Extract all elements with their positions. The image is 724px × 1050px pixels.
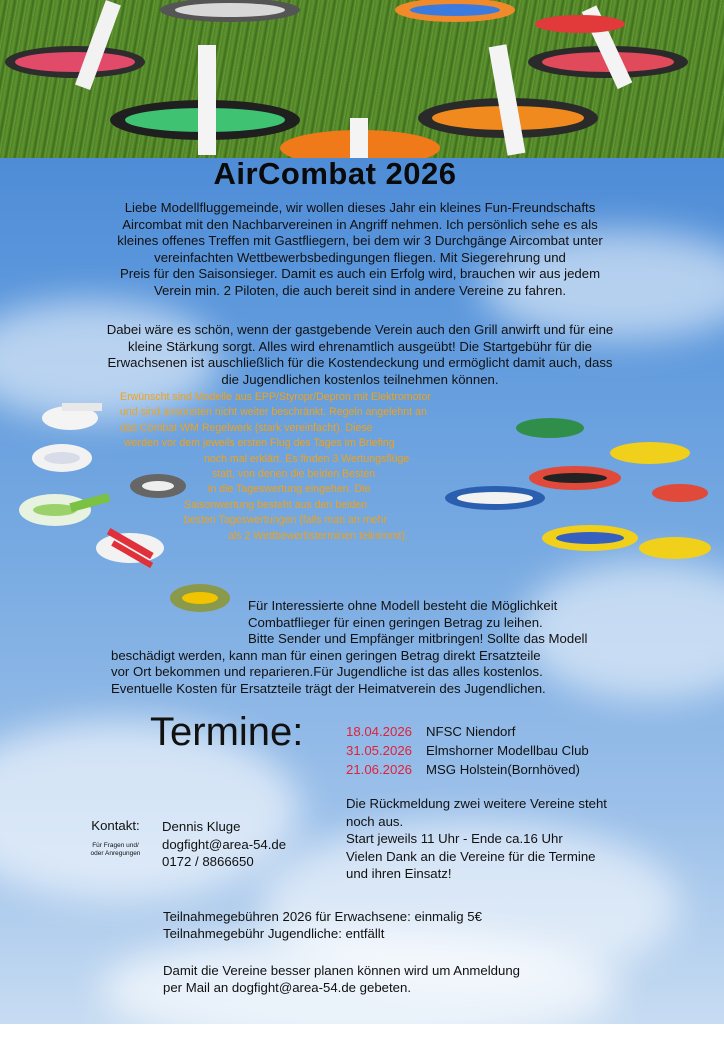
closing-line: Damit die Vereine besser planen können wird um Anmeldung (163, 963, 521, 978)
rules-line: statt, von denen die beiden Besten (212, 468, 376, 481)
rules-line: in die Tageswertung eingehen. Die (208, 483, 371, 496)
closing-block (163, 962, 520, 996)
notes-paragraph (346, 795, 676, 883)
loan-line: beschädigt werden, kann man für einen geringen Betrag direkt Ersatzteile (111, 647, 541, 663)
rules-line: Saisonwertung besteht aus den beiden (184, 498, 368, 511)
notes-line: und ihren Einsatz! (346, 866, 452, 881)
plane-icon (5, 0, 145, 90)
rules-line: und sind ansonsten nicht weiter beschränkt. Regeln angelehnt an (120, 406, 427, 419)
plane-icon (529, 466, 621, 490)
grill-line: Erwachsenen ist auschließlich für die Kostendeckung und ermöglicht damit auch, dass (107, 355, 613, 371)
plane-icon (280, 118, 440, 158)
plane-icon (535, 15, 625, 33)
plane-icon (639, 537, 711, 559)
rules-line: das Combat WM Regelwerk (stark vereinfacht). Diese (120, 421, 373, 434)
grill-line: Dabei wäre es schön, wenn der gastgebende Verein auch den Grill anwirft und für eine (106, 322, 614, 337)
rules-line: als 2 Wettbewerbsterminen teilnimmt). (228, 529, 408, 542)
grill-line: kleine Stärkung sorgt. Alles wird ehrenamtlich ausgeübt! Die Startgebühr für die (127, 338, 592, 354)
intro-line: vereinfachten Wettbewerbsbedingungen fliegen. Mit Siegerehrung und (154, 249, 566, 265)
termine-row (346, 741, 589, 760)
termine-date: 18.04.2026 (346, 724, 413, 739)
contact-sub-label: Für Fragen und/ (92, 841, 139, 849)
termine-list (346, 722, 589, 779)
plane-icon (395, 0, 515, 22)
plane-icon (19, 493, 110, 526)
loan-line: Combatflieger für einen geringen Betrag zu leihen. (248, 614, 543, 630)
plane-icon (610, 442, 690, 464)
intro-line: Verein min. 2 Piloten, die auch bereit sind in andere Vereine zu fahren. (153, 282, 566, 298)
fees-line: Teilnahmegebühren 2026 für Erwachsene: einmalig 5€ (163, 909, 482, 924)
termine-club: NFSC Niendorf (426, 724, 516, 739)
plane-icon (42, 403, 102, 430)
rules-line: besten Tageswertungen (falls man an mehr (184, 514, 387, 527)
loan-line: Bitte Sender und Empfänger mitbringen! Sollte das Modell (248, 631, 588, 647)
contact-details (162, 818, 286, 871)
termine-date: 21.06.2026 (346, 762, 413, 777)
contact-email: dogfight@area-54.de (162, 836, 287, 852)
grill-line: die Jugendlichen kostenlos teilnehmen können. (221, 371, 499, 387)
loan-line: vor Ort bekommen und reparieren.Für Jugendliche ist das alles kostenlos. (111, 664, 543, 680)
fees-line: Teilnahmegebühr Jugendliche: entfällt (163, 926, 385, 941)
termine-club: Elmshorner Modellbau Club (426, 743, 589, 758)
closing-line: per Mail an dogfight@area-54.de gebeten. (163, 980, 411, 995)
plane-icon (160, 0, 300, 22)
loan-line: Für Interessierte ohne Modell besteht die Möglichkeit (248, 598, 558, 613)
rules-line: noch mal erklärt. Es finden 3 Wertungsflüge (204, 452, 410, 465)
plane-icon (516, 418, 584, 438)
intro-line: Preis für den Saisonsieger. Damit es auch ein Erfolg wird, brauchen wir aus jedem (119, 266, 601, 282)
intro-line: kleines offenes Treffen mit Gastfliegern, bei dem wir 3 Durchgänge Aircombat unter (117, 233, 603, 249)
notes-line: Die Rückmeldung zwei weitere Vereine steht (346, 796, 607, 811)
notes-line: Vielen Dank an die Vereine für die Termine (346, 848, 596, 864)
notes-line: Start jeweils 11 Uhr - Ende ca.16 Uhr (346, 831, 563, 846)
rules-paragraph (108, 390, 508, 544)
contact-phone: 0172 / 8866650 (162, 854, 254, 869)
contact-label: Kontakt: (91, 818, 140, 833)
loan-line: Eventuelle Kosten für Ersatzteile trägt der Heimatverein des Jugendlichen. (111, 680, 546, 696)
intro-line: Aircombat mit den Nachbarvereinen in Angriff nehmen. Ich persönlich sehe es als (122, 216, 598, 232)
header-photo-planes-on-grass (0, 0, 724, 158)
rules-line: werden vor dem jeweils ersten Flug des Tages im Briefing (124, 437, 395, 450)
termine-club: MSG Holstein(Bornhöved) (426, 762, 580, 777)
contact-sub-label: oder Anregungen (90, 849, 141, 857)
notes-line: noch aus. (346, 813, 404, 829)
fees-block (163, 908, 482, 942)
termine-row (346, 722, 589, 741)
contact-name: Dennis Kluge (162, 819, 241, 834)
termine-row (346, 760, 589, 779)
contact-label-block (78, 818, 153, 858)
plane-icon (652, 484, 708, 502)
page-title: AirCombat 2026 (213, 156, 457, 191)
termine-heading: Termine: (150, 710, 304, 754)
loan-paragraph (105, 598, 665, 698)
rules-line: Erwünscht sind Modelle aus EPP/Styropr/Depron mit Elektromotor (120, 391, 431, 403)
planes-illustration (0, 0, 724, 158)
plane-icon (542, 525, 638, 551)
plane-icon (32, 444, 92, 472)
intro-line: Liebe Modellfluggemeinde, wir wollen dieses Jahr ein kleines Fun-Freundschafts (124, 200, 596, 215)
grill-paragraph (45, 322, 675, 388)
termine-date: 31.05.2026 (346, 743, 413, 758)
intro-paragraph (60, 200, 660, 300)
